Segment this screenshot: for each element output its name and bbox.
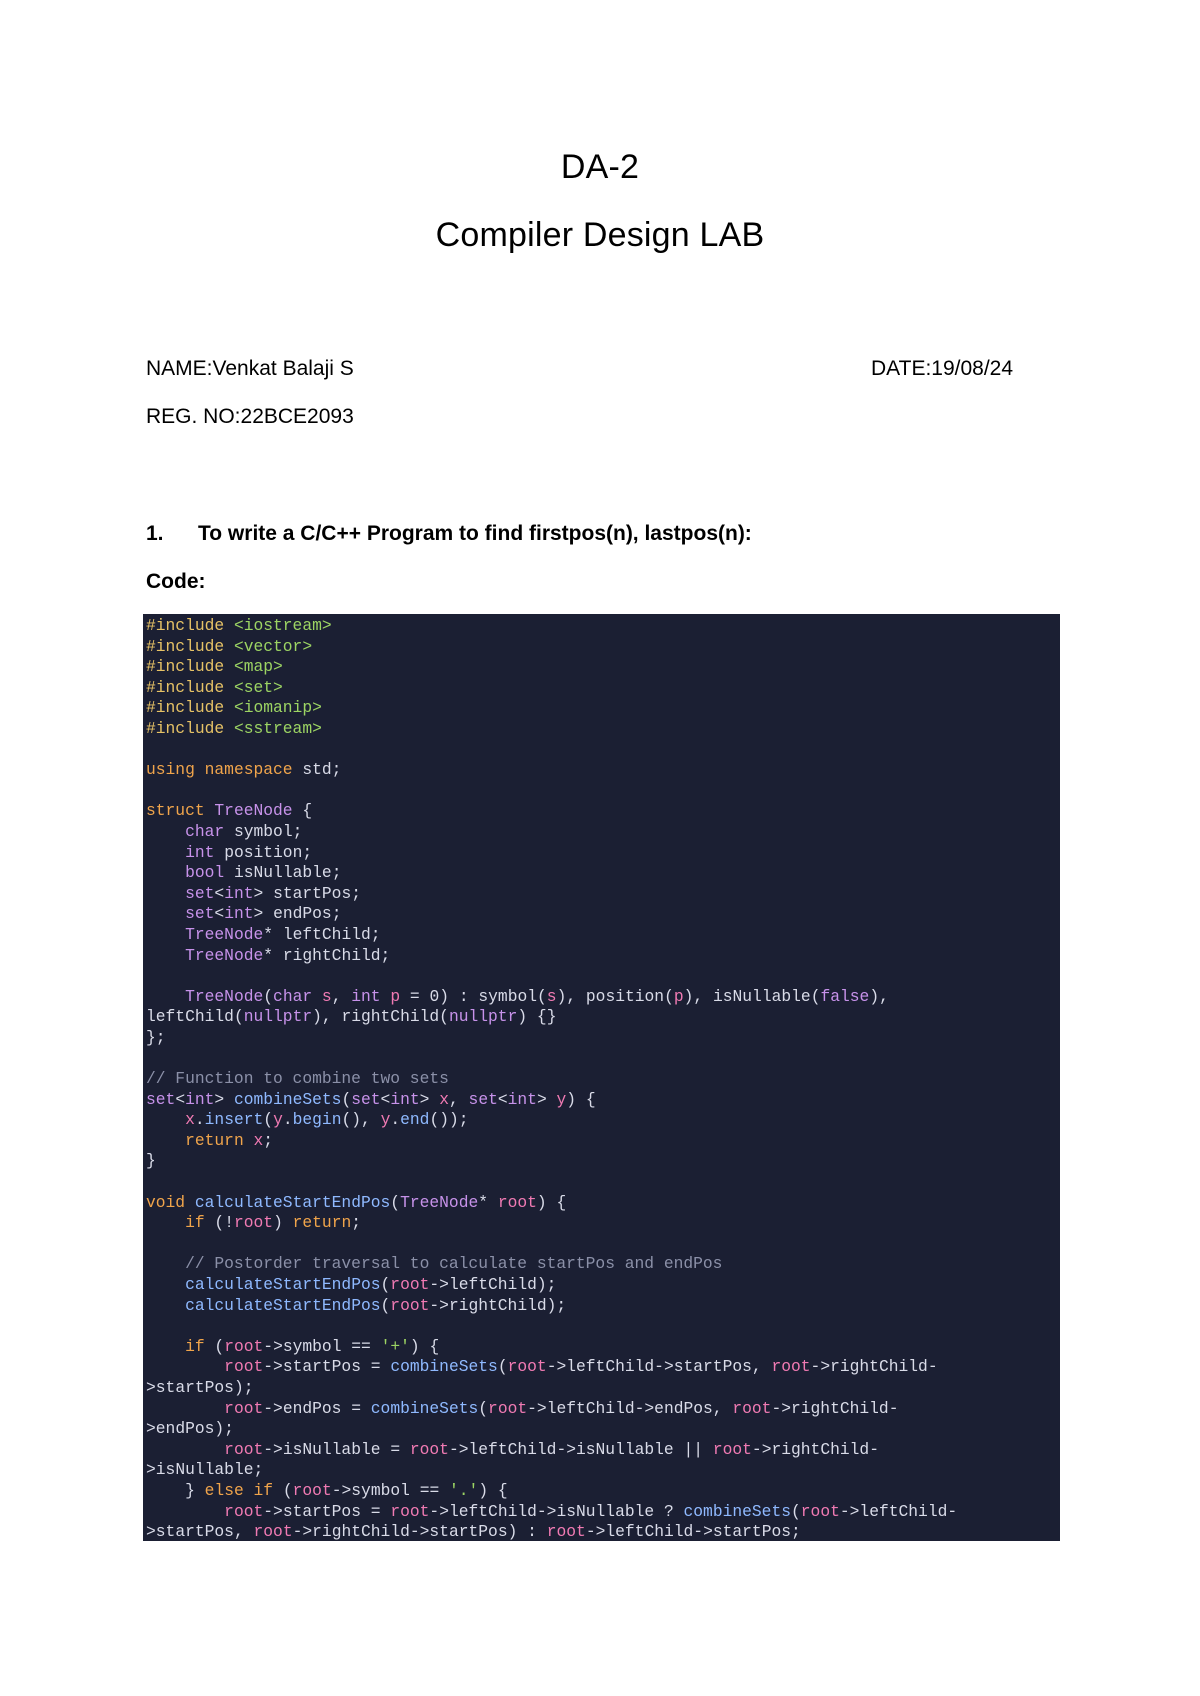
code-line: x.insert(y.begin(), y.end()); (185, 1110, 469, 1130)
code-line: struct TreeNode { (146, 801, 313, 821)
code-line (146, 1234, 1060, 1255)
reg-no-field (146, 405, 354, 429)
code-line (146, 1048, 1060, 1069)
code-line: TreeNode* leftChild; (185, 924, 381, 944)
date-value: 19/08/24 (931, 357, 1014, 380)
code-line: if (root->symbol == '+') { (185, 1336, 440, 1356)
student-name-field (146, 357, 354, 381)
code-line: if (!root) return; (185, 1213, 362, 1233)
reg-no-value: 22BCE2093 (240, 405, 354, 428)
code-line: calculateStartEndPos(root->leftChild); (185, 1275, 557, 1294)
date-label: DATE: (871, 357, 932, 380)
code-line: >startPos, root->rightChild->startPos) : root->leftChild->startPos; (146, 1522, 801, 1541)
code-line: #include <iomanip> (146, 698, 322, 718)
code-line (146, 1172, 1060, 1193)
code-line: root->startPos = combineSets(root->leftChild->startPos, root->rightChild- (224, 1357, 938, 1377)
code-line: // Function to combine two sets (146, 1069, 449, 1089)
code-line: int position; (185, 842, 313, 862)
code-line: >startPos); (146, 1377, 254, 1397)
code-line: } (146, 1151, 156, 1171)
code-line: using namespace std; (146, 760, 342, 780)
code-label: Code: (146, 570, 206, 593)
code-line: leftChild(nullptr), rightChild(nullptr) {} (146, 1007, 557, 1027)
document-subtitle: Compiler Design LAB (435, 216, 765, 254)
question-number: 1. (146, 522, 164, 545)
code-line: #include <iostream> (146, 616, 332, 635)
code-line: bool isNullable; (185, 863, 342, 883)
code-line: >isNullable; (146, 1460, 264, 1480)
code-line: } else if (root->symbol == '.') { (185, 1480, 508, 1500)
code-block (143, 614, 1060, 1541)
code-line: calculateStartEndPos(root->rightChild); (185, 1295, 567, 1315)
code-line: }; (146, 1027, 166, 1047)
student-name: Venkat Balaji S (212, 357, 354, 380)
code-line: TreeNode* rightChild; (185, 945, 391, 965)
code-line: void calculateStartEndPos(TreeNode* root) { (146, 1192, 567, 1212)
code-line: set<int> endPos; (185, 904, 342, 924)
document-title: DA-2 (560, 148, 640, 186)
code-line: TreeNode(char s, int p = 0) : symbol(s), position(p), isNullable(false), (185, 986, 889, 1006)
reg-label: REG. NO: (146, 405, 241, 428)
code-line (146, 781, 1060, 802)
code-line: // Postorder traversal to calculate startPos and endPos (146, 1254, 723, 1274)
question-1 (146, 522, 752, 546)
question-text: To write a C/C++ Program to find firstpos(n), lastpos(n): (198, 522, 752, 545)
code-line (146, 966, 1060, 987)
code-line: char symbol; (185, 821, 303, 841)
code-line: #include <set> (146, 677, 283, 697)
code-line: root->endPos = combineSets(root->leftChild->endPos, root->rightChild- (224, 1398, 899, 1418)
code-line: #include <map> (146, 657, 283, 677)
code-line (146, 740, 1060, 761)
code-line: return x; (185, 1130, 274, 1150)
code-line: #include <vector> (146, 636, 313, 656)
code-line (146, 1316, 1060, 1337)
code-line: root->isNullable = root->leftChild->isNullable || root->rightChild- (224, 1439, 879, 1459)
code-line: #include <sstream> (146, 718, 322, 738)
code-line: root->startPos = root->leftChild->isNullable ? combineSets(root->leftChild- (224, 1501, 958, 1521)
code-line: set<int> startPos; (185, 883, 362, 903)
code-line: set<int> combineSets(set<int> x, set<int> y) { (146, 1089, 596, 1109)
date-field (871, 357, 1013, 381)
code-line: >endPos); (146, 1419, 234, 1439)
name-label: NAME: (146, 357, 213, 380)
